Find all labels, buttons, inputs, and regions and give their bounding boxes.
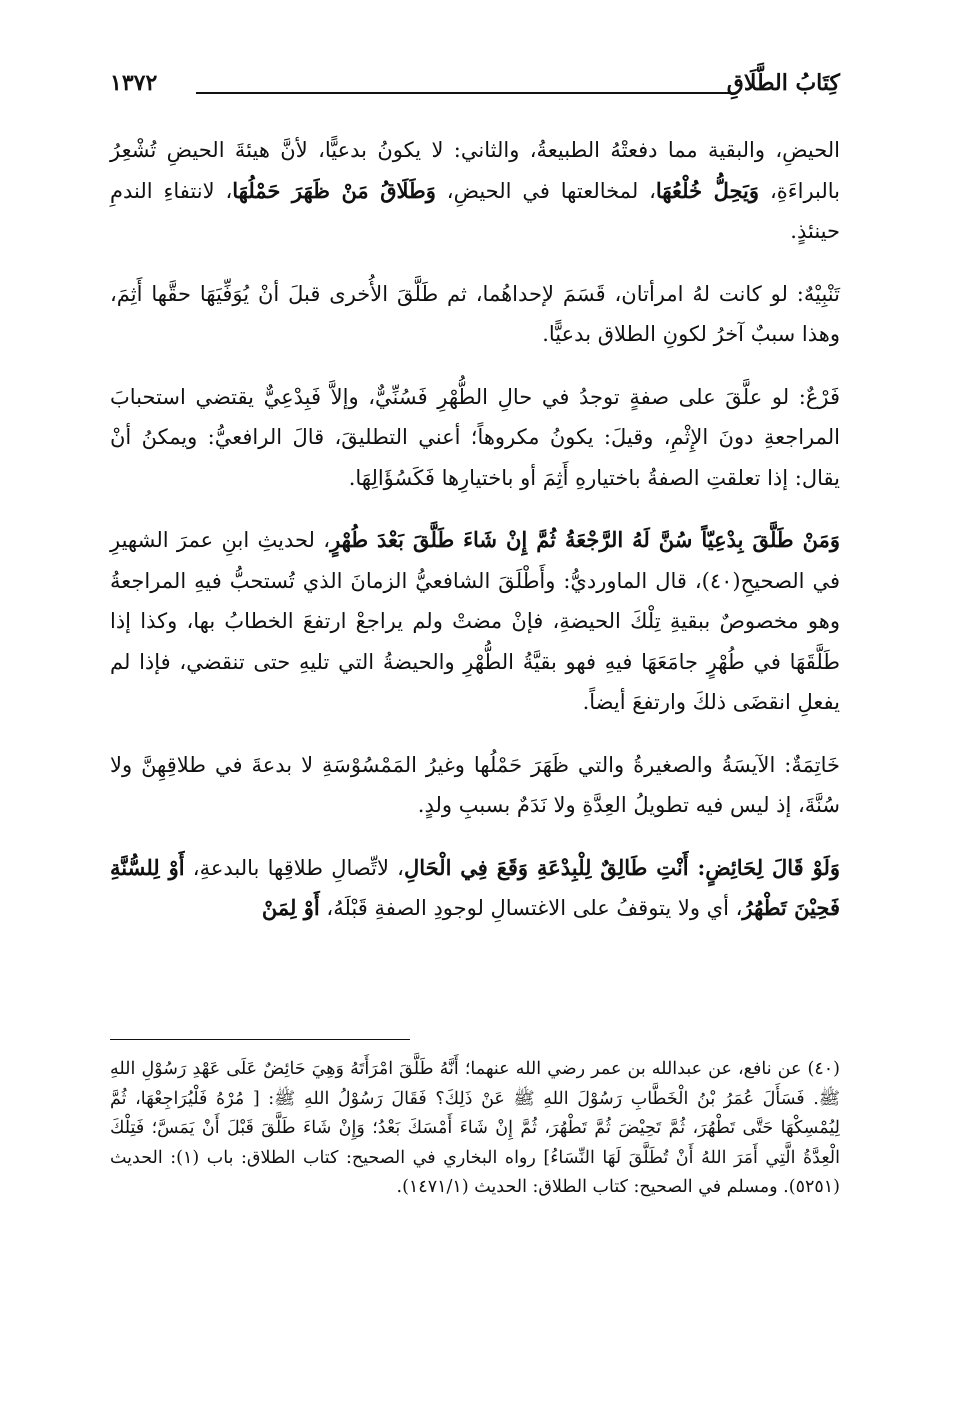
matn-phrase: أَوْ لِلسُّنَّةِ فَحِيْنَ تَطْهُرُ (110, 854, 840, 920)
matn-phrase: وَيَحِلُّ خُلْعُهَا (655, 177, 760, 203)
text-run: ، لحديثِ ابنِ عمرَ الشهيرِ في الصحيحِ(٤٠)، قال الماورديُّ: وأَطْلَقَ الشافعيُّ الزمانَ الذي تُستحبُّ فيهِ المراجعةُ وهو مخصوصٌ ببقيةِ تِلْكَ الحيضةِ، فإنْ مضتْ ولم يراجعْ ارتفعَ الخطابُ بها، وكذا إذا طَلَّقَهَا في طُهْرٍ جامَعَهَا فيهِ فهو بقيَّةُ الطُّهْرِ والحيضةُ التي تليهِ حتى تنقضي، فإذا لم يفعلِ انقضَى ذلكَ وارتفعَ أيضاً. (110, 528, 841, 714)
paragraph-6 (110, 848, 840, 929)
paragraph-tanbih: تَنْبِيْهٌ: لو كانت لهُ امرأتان، قَسَمَ لإحداهُما، ثم طَلَّقَ الأُخرى قبلَ أنْ يُوَفِّيَهَا حقَّها أَثِمَ، وهذا سببٌ آخرُ لكونِ الطلاق بدعيًّا. (110, 281, 840, 346)
matn-phrase: وَمَنْ طَلَّقَ بِدْعِيّاً سُنَّ لَهُ الرَّجْعَةُ ثُمَّ إِنْ شَاءَ طَلَّقَ بَعْدَ طُهْرٍ (330, 527, 840, 552)
text-run: ، لاتِّصالِ طلاقِها بالبدعةِ، (184, 855, 404, 880)
footnotes (110, 1055, 840, 1203)
paragraph-far: فَرْعٌ: لو علَّقَ على صفةٍ توجدُ في حالِ الطُّهْرِ فَسُنِّيٌّ، وإلاَّ فَبِدْعِيٌّ يقتضي استحبابَ المراجعةِ دونَ الإِثْمِ، وقيلَ: يكونُ مكروهاً؛ أعني التطليقَ، قالَ الرافعيُّ: ويمكنُ أنْ يقال: إذا تعلقتِ الصفةُ باختيارهِ أَثِمَ أو باختيارِها فَكَسُؤَالِهَا. (110, 384, 840, 490)
text-run: ، لانتفاءِ الندمِ حينئذٍ. (110, 178, 840, 243)
chapter-title: كِتَابُ الطَّلَاقِ (726, 70, 840, 96)
paragraph-khatima: خَاتِمَةٌ: الآيسَةُ والصغيرةُ والتي ظَهَرَ حَمْلُها وغيرُ المَمْسُوْسَةِ لا بدعةَ في طلاقِهِنَّ ولا سُنَّةَ، إذ ليس فيه تطويلُ العِدَّةِ ولا نَدَمٌ بسببِ ولدٍ. (110, 752, 840, 817)
running-header (110, 62, 840, 102)
book-page (110, 62, 840, 1362)
paragraph-4 (110, 520, 840, 723)
matn-phrase: وَلَوْ قَالَ لِحَائِضٍ: أَنْتِ طَالِقٌ لِلْبِدْعَةِ وَقَعَ فِي الْحَالِ (403, 854, 840, 880)
text-run: ، لمخالعتها في الحيضِ، (435, 178, 656, 203)
page-number: ١٣٧٢ (110, 70, 158, 96)
text-run: ، أي ولا يتوقفُ على الاغتسالِ لوجودِ الصفةِ قَبْلَهُ، (319, 896, 743, 920)
text-run: الحيضِ، والبقية مما دفعتْهُ الطبيعةُ، والثاني: لا يكونُ بدعيًّا، لأنَّ هيئةَ الحيضِ تُشْعِرُ بالبراءَةِ، (110, 138, 841, 203)
footnote-40: (٤٠) عن نافع، عن عبدالله بن عمر رضي الله عنهما؛ أَنَّهُ طَلَّقَ امْرَأَتَهُ وَهِيَ حَائِضٌ عَلَى عَهْدِ رَسُوْلِ اللهِ ﷺ. فَسَأَلَ عُمَرُ بْنُ الْخَطَّابِ رَسُوْلَ اللهِ ﷺ عَنْ ذَلِكَ؟ فَقَالَ رَسُوْلُ اللهِ ﷺ: [ مُرْهُ فَلْيُرَاجِعْهَا، ثُمَّ لِيُمْسِكْهَا حَتَّى تَطْهُرَ، ثُمَّ تَحِيْضَ ثُمَّ تَطْهُرَ، ثُمَّ إِنْ شَاءَ أَمْسَكَ بَعْدُ؛ وَإِنْ شَاءَ طَلَّقَ قَبْلَ أَنْ يَمَسَّ؛ فَتِلْكَ الْعِدَّةُ الَّتِي أَمَرَ اللهُ أَنْ تُطَلَّقَ لَهَا النِّسَاءُ] رواه البخاري في الصحيح: كتاب الطلاق: باب (١): الحديث (٥٢٥١). ومسلم في الصحيح: كتاب الطلاق: الحديث (١٤٧١/١). (110, 1059, 840, 1197)
main-text (110, 130, 840, 951)
header-rule (196, 92, 732, 94)
footnote-rule (110, 1039, 410, 1040)
matn-phrase: وَطَلَاقُ مَنْ ظَهَرَ حَمْلُهَا (232, 177, 436, 203)
matn-phrase: أَوْ لِمَنْ (261, 895, 320, 920)
paragraph-1 (110, 130, 840, 252)
